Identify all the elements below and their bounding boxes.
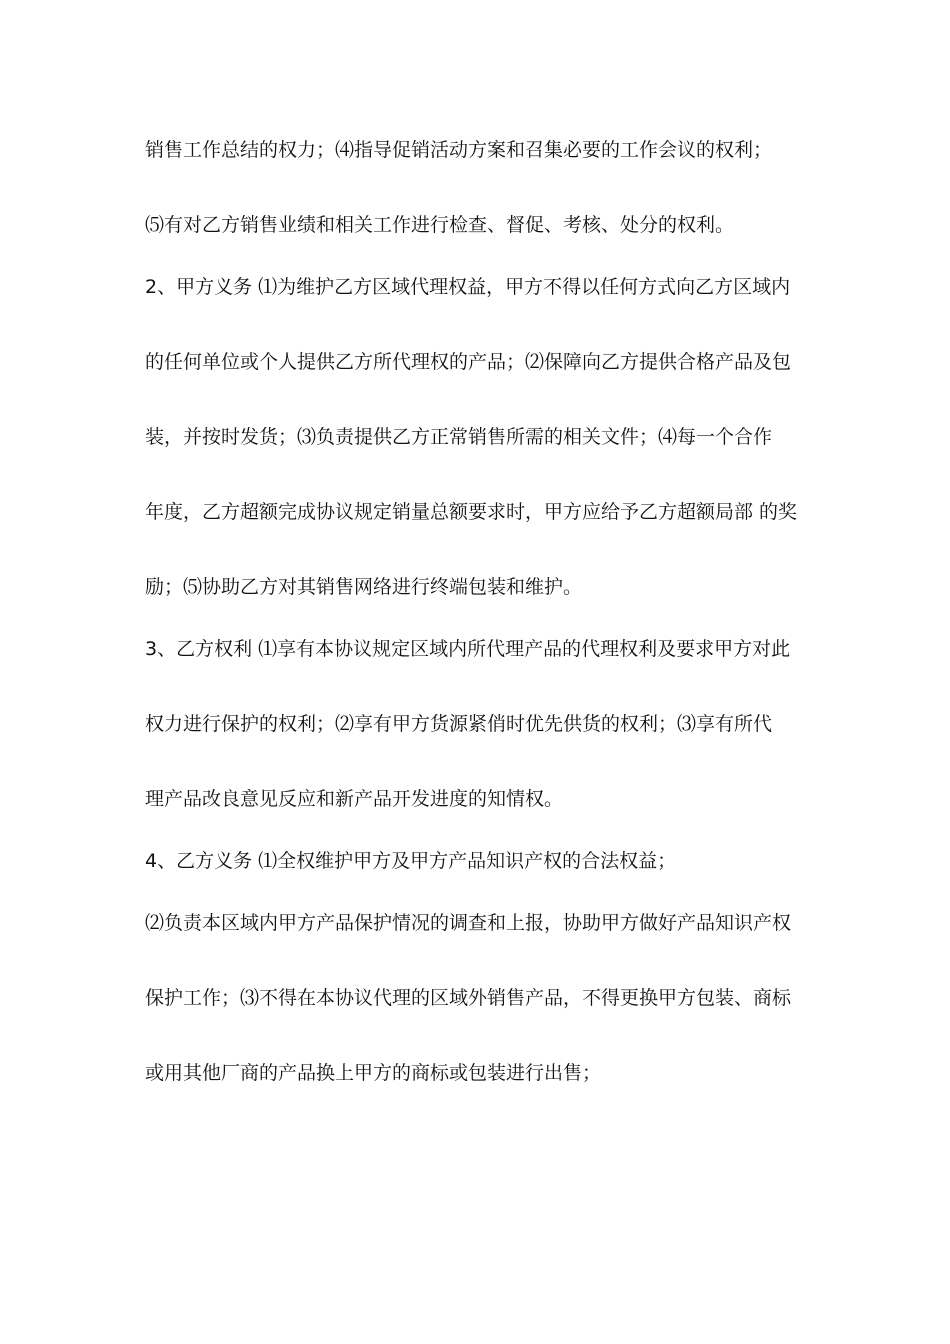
text-line: ⑸有对乙方销售业绩和相关工作进行检查、督促、考核、处分的权利。 xyxy=(145,214,735,236)
section-heading-line: 4、乙方义务 ⑴全权维护甲方及甲方产品知识产权的合法权益； xyxy=(145,850,677,872)
section-heading-line: 3、乙方权利 ⑴享有本协议规定区域内所代理产品的代理权利及要求甲方对此 xyxy=(145,638,791,660)
text-line: 销售工作总结的权力；⑷指导促销活动方案和召集必要的工作会议的权利； xyxy=(145,139,773,161)
text-line: 权力进行保护的权利；⑵享有甲方货源紧俏时优先供货的权利；⑶享有所代 xyxy=(145,713,773,735)
text-line: 励；⑸协助乙方对其销售网络进行终端包装和维护。 xyxy=(145,576,583,598)
text-line: 年度，乙方超额完成协议规定销量总额要求时，甲方应给予乙方超额局部 的奖 xyxy=(145,501,798,523)
text-line: 理产品改良意见反应和新产品开发进度的知情权。 xyxy=(145,788,564,810)
text-line: 装，并按时发货；⑶负责提供乙方正常销售所需的相关文件；⑷每一个合作 xyxy=(145,426,773,448)
text-line: 保护工作；⑶不得在本协议代理的区域外销售产品，不得更换甲方包装、商标 xyxy=(145,987,792,1009)
text-line: 的任何单位或个人提供乙方所代理权的产品；⑵保障向乙方提供合格产品及包 xyxy=(145,351,792,373)
text-line: ⑵负责本区域内甲方产品保护情况的调查和上报，协助甲方做好产品知识产权 xyxy=(145,912,792,934)
text-line: 或用其他厂商的产品换上甲方的商标或包装进行出售； xyxy=(145,1062,602,1084)
section-heading-line: 2、甲方义务 ⑴为维护乙方区域代理权益，甲方不得以任何方式向乙方区域内 xyxy=(145,276,791,298)
